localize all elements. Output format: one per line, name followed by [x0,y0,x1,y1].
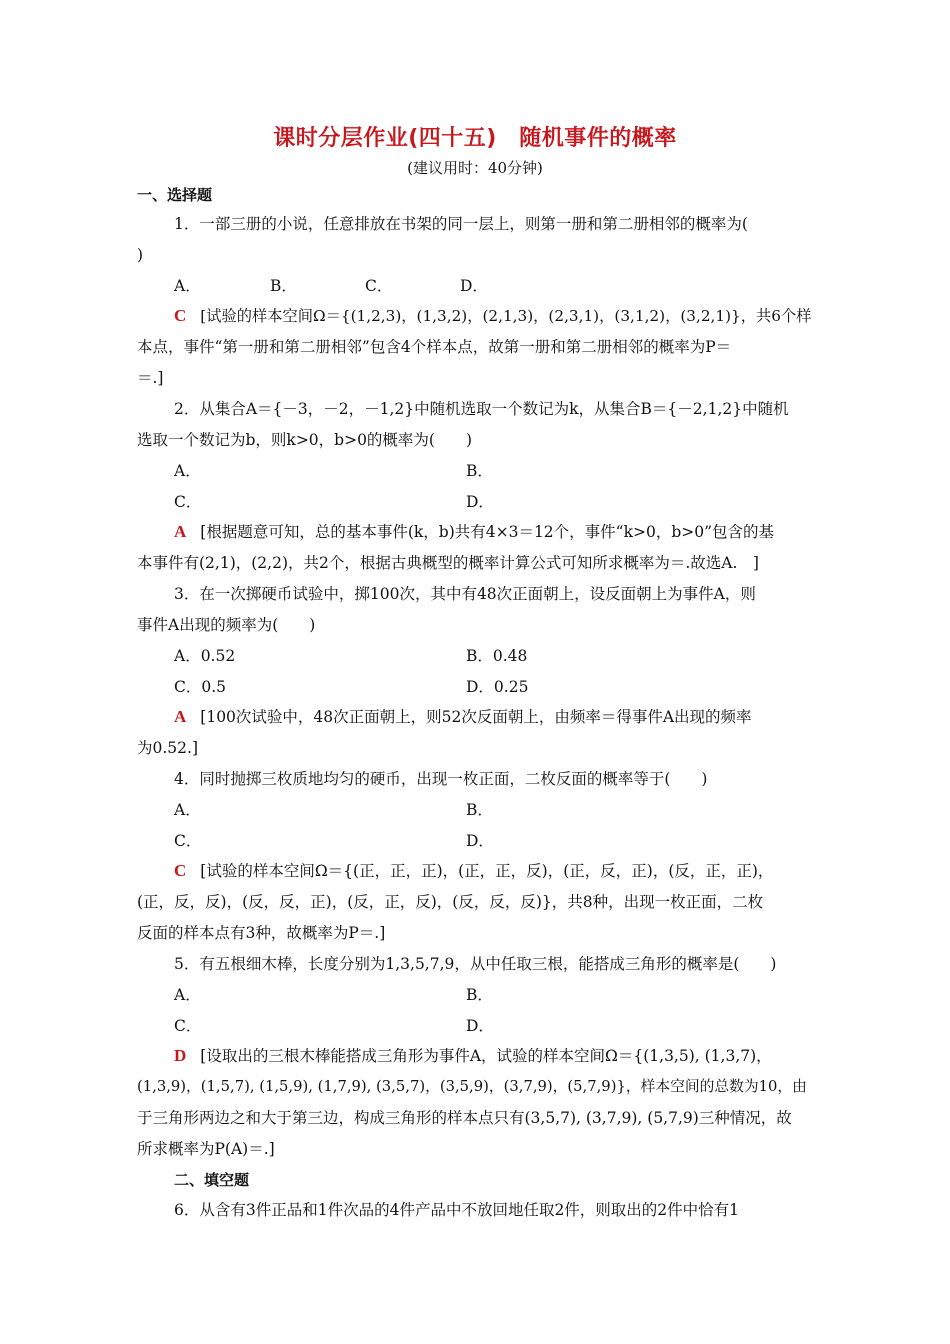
answer-letter: C [174,306,187,325]
question-1-option-c: C． [365,277,393,295]
question-4-option-d: D． [466,832,494,850]
question-2-option-d: D． [466,493,494,511]
section-heading-choice: 一、选择题 [137,186,213,204]
question-1-option-b: B． [270,277,297,295]
explanation-text: [100次试验中，48次正面朝上，则52次反面朝上，由频率＝得事件A出现的频率 [200,708,752,726]
question-5-explanation-end: 所求概率为P(A)＝.] [137,1140,275,1158]
question-2-stem: 2．从集合A＝{－3，－2，－1,2}中随机选取一个数记为k，从集合B＝{－2,1,2}中随机 [174,400,789,418]
question-3-explanation-cont: 为0.52.] [137,739,198,757]
question-5-explanation-cont: (1,3,9)，(1,5,7), (1,5,9), (1,7,9), (3,5,7)，(3,5,9)，(3,7,9)，(5,7,9)}，样本空间的总数为10，由 [137,1078,807,1095]
question-1-option-a: A． [174,277,201,295]
question-1-explanation-cont: 本点，事件“第一册和第二册相邻”包含4个样本点，故第一册和第二册相邻的概率为P＝ [137,338,732,356]
answer-letter: A [174,522,187,541]
question-4-option-a: A． [174,801,201,819]
explanation-text: [根据题意可知，总的基本事件(k，b)共有4×3＝12个，事件“k>0，b>0”包含的基 [200,523,775,541]
explanation-text: [设取出的三根木棒能搭成三角形为事件A，试验的样本空间Ω＝{(1,3,5), (1,3,7)， [200,1047,772,1065]
question-2-option-a: A． [174,462,201,480]
question-4-stem: 4．同时抛掷三枚质地均匀的硬币，出现一枚正面，二枚反面的概率等于( ) [174,770,708,788]
question-1-option-d: D． [460,277,488,295]
question-3-option-d: D．0.25 [466,678,529,696]
question-2-option-b: B． [466,462,493,480]
question-5-option-a: A． [174,986,201,1004]
explanation-text: [试验的样本空间Ω＝{(1,2,3)，(1,3,2)，(2,1,3)，(2,3,1)，(3,1,2)，(3,2,1)}，共6个样 [200,307,812,325]
question-5-option-d: D． [466,1017,494,1035]
question-5-stem: 5．有五根细木棒，长度分别为1,3,5,7,9，从中任取三根，能搭成三角形的概率是( ) [174,955,777,973]
question-6-stem: 6．从含有3件正品和1件次品的4件产品中不放回地任取2件，则取出的2件中恰有1 [174,1201,740,1219]
question-2-explanation [174,522,817,542]
question-3-option-b: B．0.48 [466,647,528,665]
question-1-explanation [174,306,817,326]
question-3-stem-cont: 事件A出现的频率为( ) [137,616,316,634]
question-4-option-c: C． [174,832,202,850]
question-3-explanation [174,707,817,727]
answer-letter: A [174,707,187,726]
question-5-explanation [174,1046,817,1066]
time-hint: (建议用时：40分钟) [407,159,543,177]
answer-letter: D [174,1046,187,1065]
question-3-option-c: C．0.5 [174,678,227,696]
question-4-explanation-end: 反面的样本点有3种，故概率为P＝.] [137,924,386,942]
question-5-option-b: B． [466,986,493,1004]
question-4-explanation-cont: (正，反，反)，(反，反，正)，(反，正，反)，(反，反，反)}，共8种，出现一枚正面，二枚 [137,893,764,911]
question-3-option-a: A．0.52 [174,647,236,665]
question-1-explanation-end: ＝.] [137,369,164,387]
question-1-stem-cont: ) [137,246,144,264]
question-2-explanation-cont: 本事件有(2,1)，(2,2)，共2个，根据古典概型的概率计算公式可知所求概率为＝.故选A. ] [137,554,759,572]
page-title: 课时分层作业(四十五) 随机事件的概率 [273,126,677,151]
question-5-option-c: C． [174,1017,202,1035]
question-5-explanation-cont-2: 于三角形两边之和大于第三边，构成三角形的样本点只有(3,5,7), (3,7,9), (5,7,9)三种情况，故 [137,1109,792,1127]
question-1-stem: 1．一部三册的小说，任意排放在书架的同一层上，则第一册和第二册相邻的概率为( [174,215,748,233]
answer-letter: C [174,861,187,880]
section-heading-fill: 二、填空题 [174,1171,250,1189]
question-4-option-b: B． [466,801,493,819]
question-2-stem-cont: 选取一个数记为b，则k>0，b>0的概率为( ) [137,431,473,449]
question-3-stem: 3．在一次掷硬币试验中，掷100次，其中有48次正面朝上，设反面朝上为事件A，则 [174,585,756,603]
explanation-text: [试验的样本空间Ω＝{(正，正，正)，(正，正，反)，(正，反，正)，(反，正，正)， [200,862,774,880]
question-2-option-c: C． [174,493,202,511]
question-4-explanation [174,861,817,881]
